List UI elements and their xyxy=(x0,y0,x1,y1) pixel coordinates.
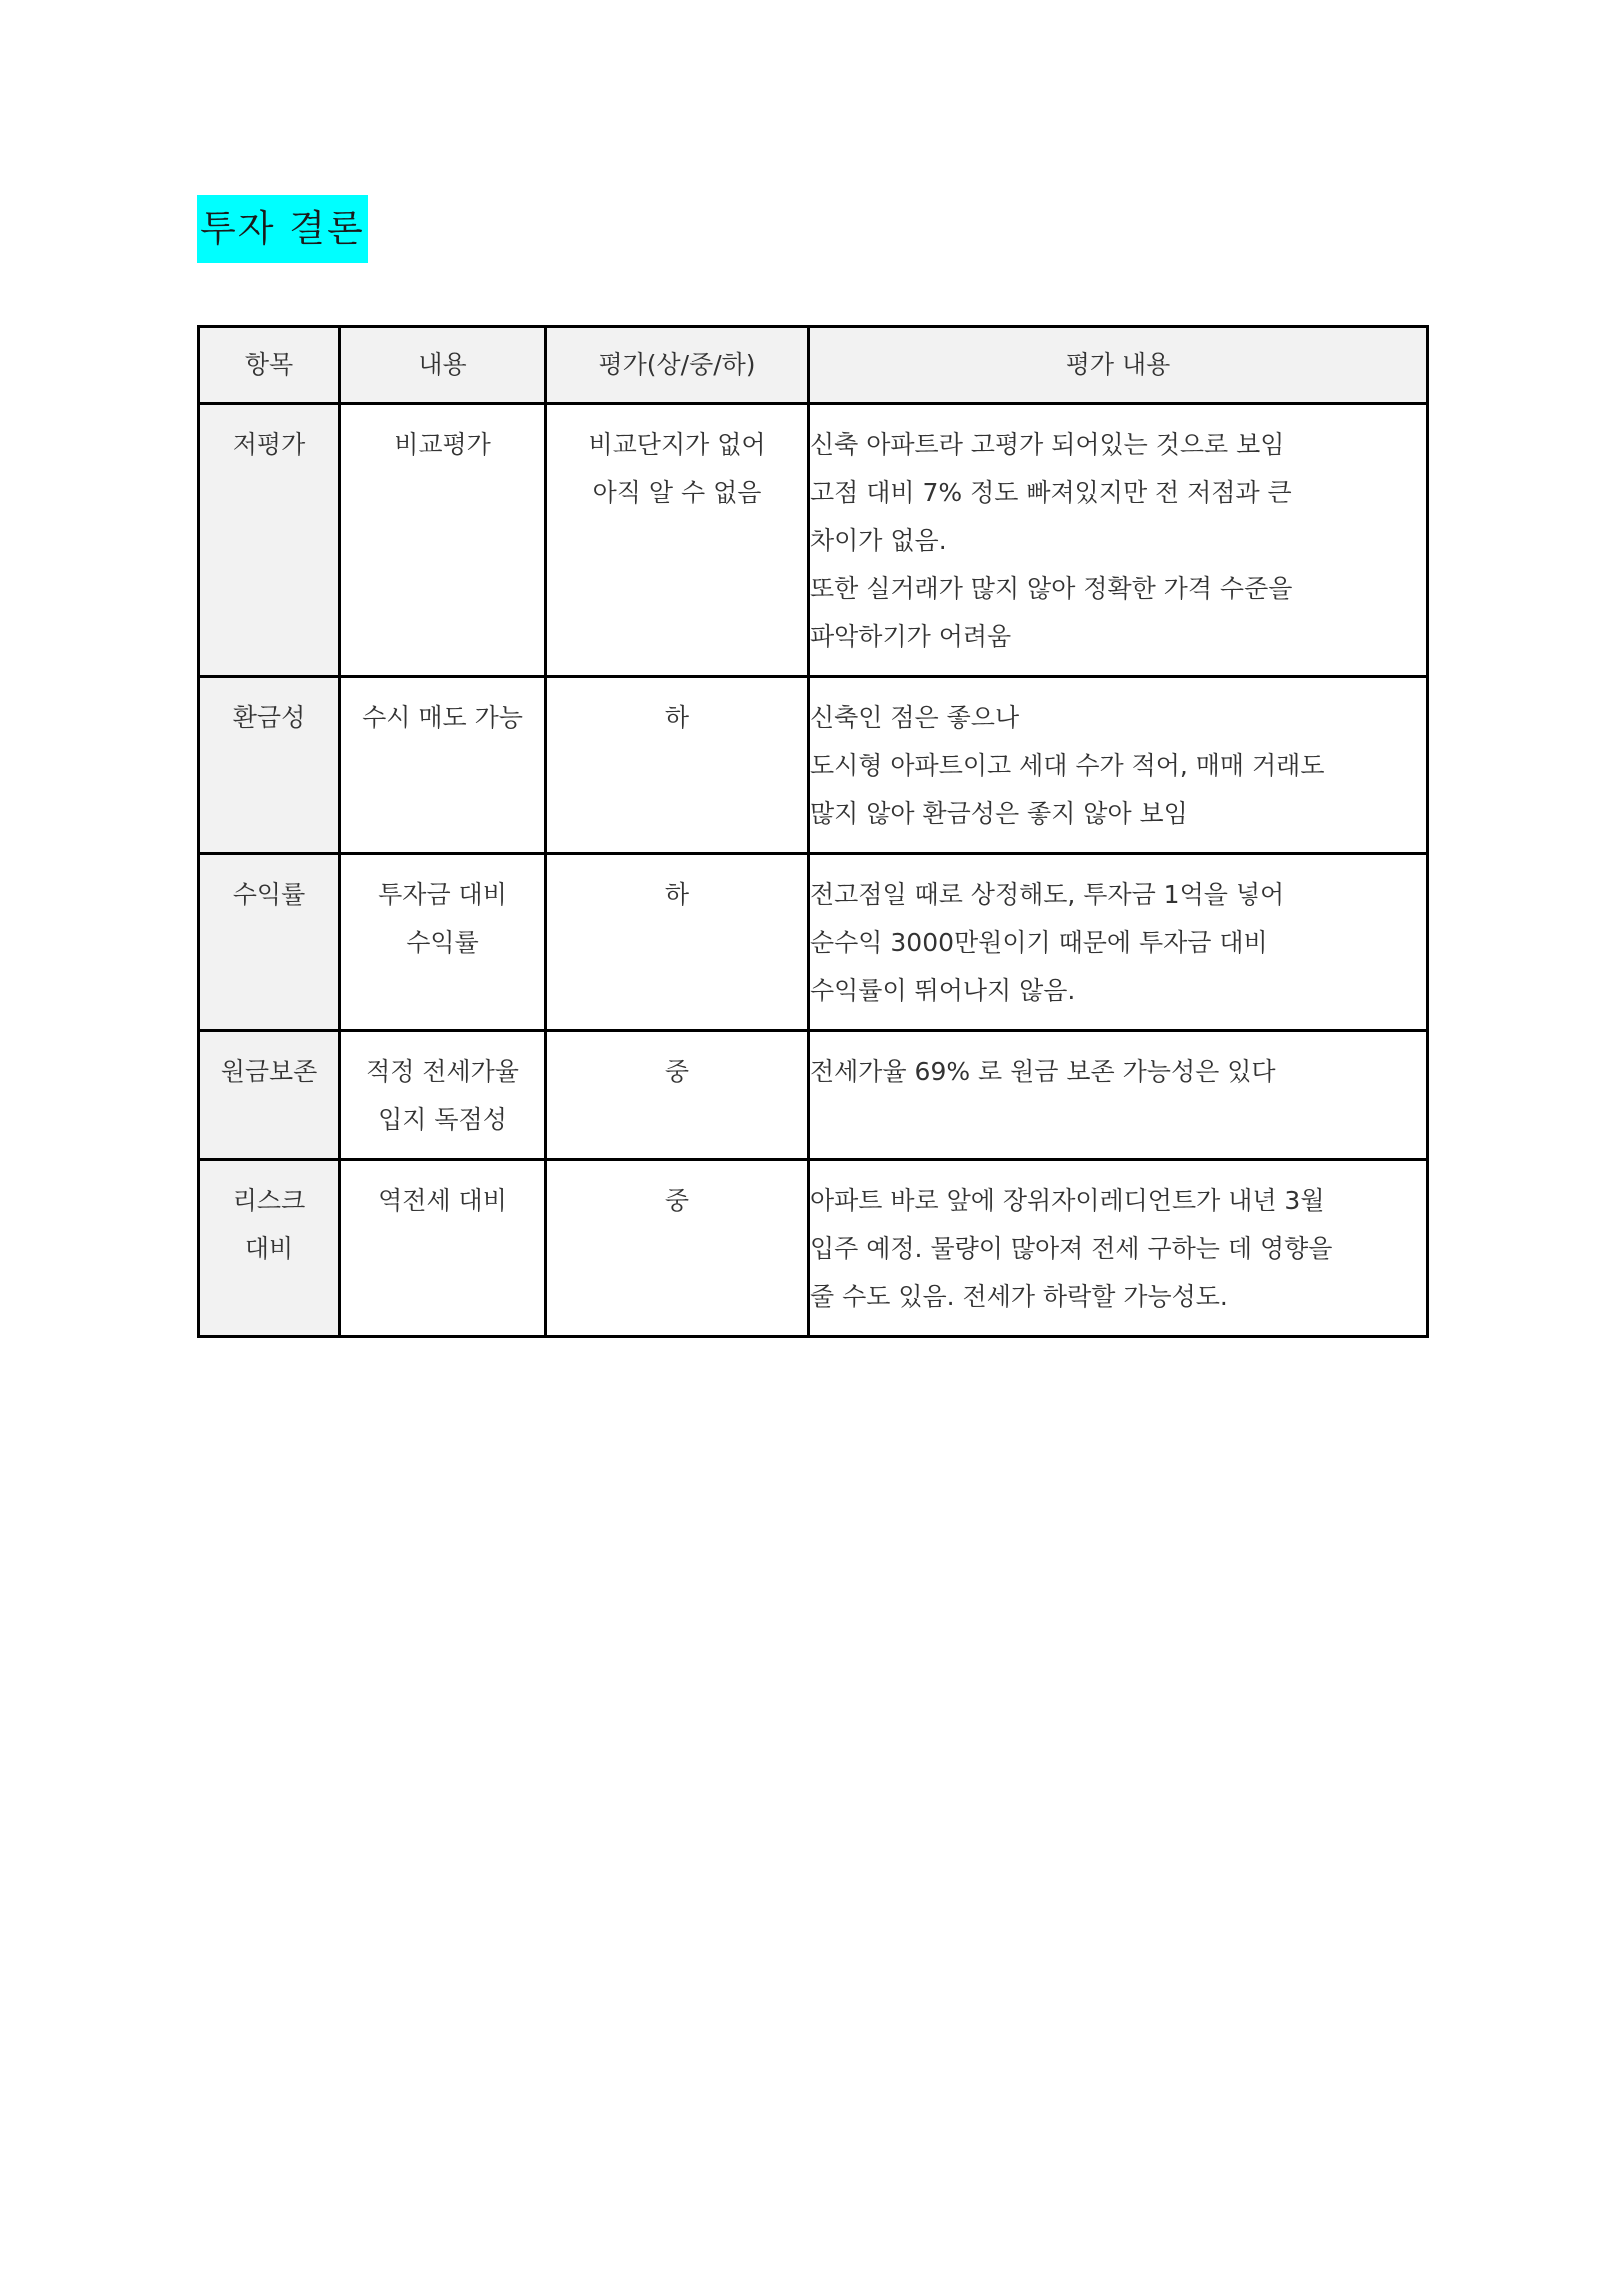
row-content-cell xyxy=(340,677,546,854)
row-content-text: 투자금 대비 수익률 xyxy=(378,880,507,957)
row-content-text: 수시 매도 가능 xyxy=(362,703,523,732)
header-grade: 평가(상/중/하) xyxy=(546,327,809,404)
row-detail-cell xyxy=(809,677,1428,854)
row-content-text: 비교평가 xyxy=(394,430,491,459)
page-title: 투자 결론 xyxy=(197,195,368,263)
row-item-cell xyxy=(199,854,340,1031)
header-item: 항목 xyxy=(199,327,340,404)
row-item-cell xyxy=(199,404,340,677)
row-grade-text: 중 xyxy=(664,1186,690,1215)
row-content-cell xyxy=(340,404,546,677)
row-detail-cell xyxy=(809,1031,1428,1160)
row-detail-cell xyxy=(809,404,1428,677)
row-grade-cell xyxy=(546,854,809,1031)
row-item-cell xyxy=(199,677,340,854)
row-item-text: 환금성 xyxy=(232,703,306,732)
row-detail-text: 전고점일 때로 상정해도, 투자금 1억을 넣어 순수익 3000만원이기 때문에 투자금 대비 수익률이 뛰어나지 않음. xyxy=(810,880,1285,1005)
row-content-cell xyxy=(340,1031,546,1160)
row-detail-cell xyxy=(809,854,1428,1031)
row-detail-text: 아파트 바로 앞에 장위자이레디언트가 내년 3월 입주 예정. 물량이 많아져 전세 구하는 데 영향을 줄 수도 있음. 전세가 하락할 가능성도. xyxy=(810,1186,1333,1311)
row-detail-text: 신축 아파트라 고평가 되어있는 것으로 보임 고점 대비 7% 정도 빠져있지만 전 저점과 큰 차이가 없음. 또한 실거래가 많지 않아 정확한 가격 수준을 파악하기가 어려움 xyxy=(810,430,1293,651)
table-row xyxy=(199,677,1428,854)
row-grade-text: 중 xyxy=(664,1057,690,1086)
table-header-row xyxy=(199,327,1428,404)
row-item-cell xyxy=(199,1031,340,1160)
row-content-text: 적정 전세가율 입지 독점성 xyxy=(366,1057,519,1134)
row-grade-cell xyxy=(546,1160,809,1337)
row-detail-text: 전세가율 69% 로 원금 보존 가능성은 있다 xyxy=(810,1057,1276,1086)
header-content: 내용 xyxy=(340,327,546,404)
row-content-text: 역전세 대비 xyxy=(378,1186,507,1215)
row-grade-text: 하 xyxy=(664,703,690,732)
table-row xyxy=(199,404,1428,677)
row-item-cell xyxy=(199,1160,340,1337)
row-item-text: 저평가 xyxy=(232,430,306,459)
row-grade-cell xyxy=(546,1031,809,1160)
row-content-cell xyxy=(340,854,546,1031)
row-item-text: 원금보존 xyxy=(220,1057,318,1086)
row-content-cell xyxy=(340,1160,546,1337)
row-detail-text: 신축인 점은 좋으나 도시형 아파트이고 세대 수가 적어, 매매 거래도 많지 않아 환금성은 좋지 않아 보임 xyxy=(810,703,1325,828)
evaluation-table xyxy=(197,325,1429,1338)
row-grade-cell xyxy=(546,404,809,677)
row-item-text: 리스크 대비 xyxy=(232,1186,306,1263)
table-row xyxy=(199,1160,1428,1337)
row-detail-cell xyxy=(809,1160,1428,1337)
table-row xyxy=(199,854,1428,1031)
row-grade-text: 하 xyxy=(664,880,690,909)
table-row xyxy=(199,1031,1428,1160)
row-item-text: 수익률 xyxy=(232,880,306,909)
row-grade-text: 비교단지가 없어 아직 알 수 없음 xyxy=(588,430,766,507)
header-detail: 평가 내용 xyxy=(809,327,1428,404)
row-grade-cell xyxy=(546,677,809,854)
